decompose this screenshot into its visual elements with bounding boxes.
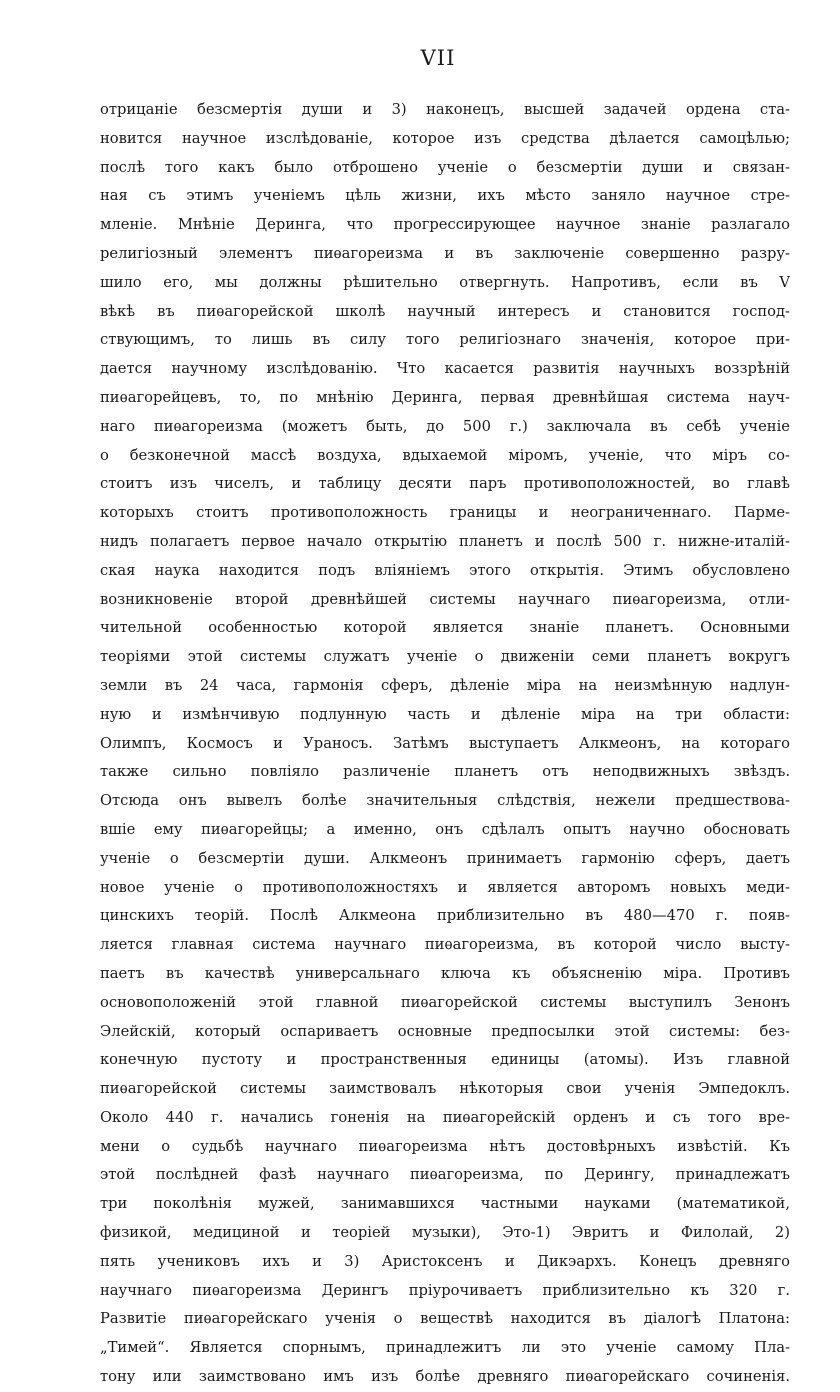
text-line: мени о судьбѣ научнаго пиѳагореизма нѣтъ достовѣрныхъ извѣстій. Къ <box>100 1137 790 1155</box>
text-line: теоріями этой системы служатъ ученіе о движеніи семи планетъ вокругъ <box>100 648 790 666</box>
text-line: нидъ полагаетъ первое начало открытію планетъ и послѣ 500 г. нижне-италій- <box>100 532 790 550</box>
text-line: паетъ въ качествѣ универсальнаго ключа къ объясненію міра. Противъ <box>100 964 790 982</box>
text-line: которыхъ стоитъ противоположность границы и неограниченнаго. Парме- <box>100 504 790 522</box>
text-line: мленіе. Мнѣніе Деринга, что прогрессирующее научное знаніе разлагало <box>100 216 790 234</box>
text-line: основоположеній этой главной пиѳагорейской системы выступилъ Зенонъ <box>100 993 790 1011</box>
text-line: пиѳагорейской системы заимствовалъ нѣкоторыя свои ученія Эмпедоклъ. <box>100 1080 790 1098</box>
text-line: отрицаніе безсмертія души и 3) наконецъ, высшей задачей ордена ста- <box>100 101 790 118</box>
text-line: послѣ того какъ было отброшено ученіе о безсмертіи души и связан- <box>100 158 790 176</box>
text-line: цинскихъ теорій. Послѣ Алкмеона приблизительно въ 480—470 г. появ- <box>100 907 790 925</box>
text-line: ную и измѣнчивую подлунную часть и дѣленіе міра на три области: <box>100 705 790 723</box>
text-line: Около 440 г. начались гоненія на пиѳагорейскій орденъ и съ того вре- <box>100 1108 790 1126</box>
text-line: чительной особенностью которой является знаніе планетъ. Основными <box>100 619 790 637</box>
text-line: ученіе о безсмертіи души. Алкмеонъ принимаетъ гармонію сферъ, даетъ <box>100 849 790 867</box>
text-line: физикой, медициной и теоріей музыки), Это-1) Эвритъ и Филолай, 2) <box>100 1224 790 1242</box>
text-line: пять учениковъ ихъ и 3) Аристоксенъ и Дикэархъ. Конецъ древняго <box>100 1252 790 1270</box>
text-line: Элейскій, который оспариваетъ основные предпосылки этой системы: без- <box>100 1022 790 1040</box>
text-line: также сильно повліяло различеніе планетъ отъ неподвижныхъ звѣздъ. <box>100 763 790 781</box>
text-line: Отсюда онъ вывелъ болѣе значительныя слѣдствія, нежели предшествова- <box>100 792 790 810</box>
text-line: ляется главная система научнаго пиѳагореизма, въ которой число высту- <box>100 936 790 954</box>
text-line: вшіе ему пиѳагорейцы; а именно, онъ сдѣлалъ опытъ научно обосновать <box>100 820 790 838</box>
text-line: пиѳагорейцевъ, то, по мнѣнію Деринга, первая древнѣйшая система науч- <box>100 388 790 406</box>
text-line: ствующимъ, то лишь въ силу того религіознаго значенія, которое при- <box>100 331 790 349</box>
text-line: Олимпъ, Космосъ и Ураносъ. Затѣмъ выступаетъ Алкмеонъ, на котораго <box>100 734 790 752</box>
body-text <box>100 96 790 1392</box>
text-line: научнаго пиѳагореизма Дерингъ пріурочиваетъ приблизительно къ 320 г. <box>100 1281 790 1299</box>
text-line: возникновеніе второй древнѣйшей системы научнаго пиѳагореизма, отли- <box>100 590 790 608</box>
text-line: дается научному изслѣдованію. Что касается развитія научныхъ воззрѣній <box>100 360 790 378</box>
text-line: „Тимей“. Является спорнымъ, принадлежитъ ли это ученіе самому Пла- <box>100 1339 790 1357</box>
text-line: ская наука находится подъ вліяніемъ этого открытія. Этимъ обусловлено <box>100 561 790 579</box>
text-line: конечную пустоту и пространственныя единицы (атомы). Изъ главной <box>100 1051 790 1069</box>
text-line: наго пиѳагореизма (можетъ быть, до 500 г.) заключала въ себѣ ученіе <box>100 417 790 435</box>
text-line: три поколѣнія мужей, занимавшихся частными науками (математикой, <box>100 1195 790 1213</box>
text-line: тону или заимствовано имъ изъ болѣе древняго пиѳагорейскаго сочиненія. <box>100 1368 790 1386</box>
text-line: ная съ этимъ ученіемъ цѣль жизни, ихъ мѣсто заняло научное стре- <box>100 187 790 205</box>
text-line: религіозный элементъ пиѳагореизма и въ заключеніе совершенно разру- <box>100 244 790 262</box>
text-line: земли въ 24 часа, гармонія сферъ, дѣленіе міра на неизмѣнную надлун- <box>100 676 790 694</box>
text-line: новится научное изслѣдованіе, которое изъ средства дѣлается самоцѣлью; <box>100 129 790 147</box>
text-line: новое ученіе о противоположностяхъ и является авторомъ новыхъ меди- <box>100 878 790 896</box>
page-number: VII <box>420 46 456 70</box>
text-line: стоитъ изъ чиселъ, и таблицу десяти паръ противоположностей, во главѣ <box>100 475 790 493</box>
text-line: шило его, мы должны рѣшительно отвергнуть. Напротивъ, если въ V <box>100 273 790 291</box>
text-line: этой послѣдней фазѣ научнаго пиѳагореизма, по Дерингу, принадлежатъ <box>100 1166 790 1184</box>
text-line: о безконечной массѣ воздуха, вдыхаемой міромъ, ученіе, что міръ со- <box>100 446 790 464</box>
text-line: вѣкѣ въ пиѳагорейской школѣ научный интересъ и становится господ- <box>100 302 790 320</box>
text-line: Развитіе пиѳагорейскаго ученія о веществѣ находится въ діалогѣ Платона: <box>100 1310 790 1328</box>
